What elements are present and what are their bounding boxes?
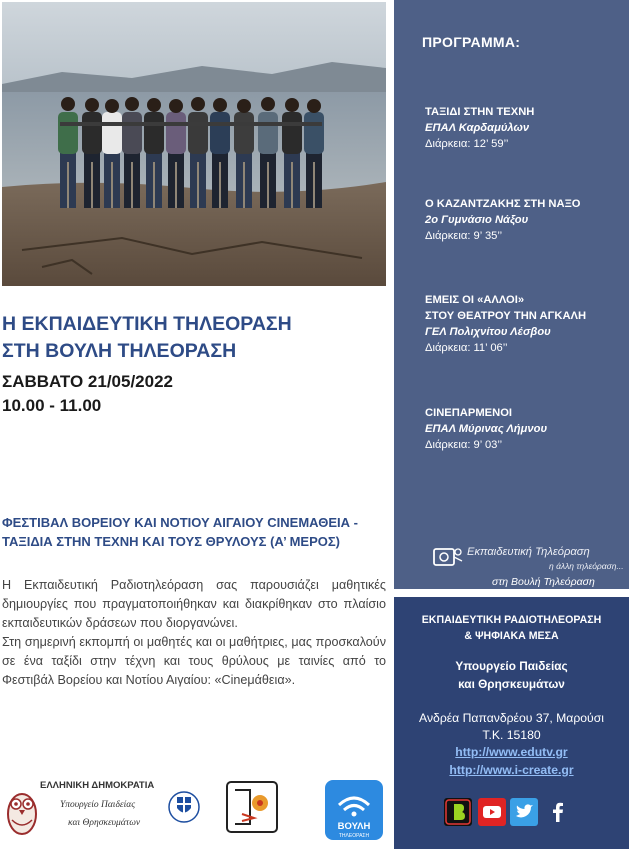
- edutv-link[interactable]: http://www.edutv.gr: [455, 745, 568, 759]
- program-item-title: Ο ΚΑΖΑΝΤΖΑΚΗΣ ΣΤΗ ΝΑΞΟ: [425, 198, 581, 210]
- program-panel: [394, 0, 629, 589]
- person-figure: [188, 97, 208, 208]
- face-logo-icon: [227, 782, 277, 832]
- person-figure: [102, 99, 122, 208]
- b-icon[interactable]: [444, 798, 472, 826]
- person-figure: [282, 98, 302, 208]
- vouli-label: ΒΟΥΛΗ: [337, 821, 371, 832]
- owl-logo-icon: [8, 794, 36, 834]
- festival-title-line-1: ΦΕΣΤΙΒΑΛ ΒΟΡΕΙΟΥ ΚΑΙ ΝΟΤΙΟΥ ΑΙΓΑΙΟΥ CINEΜΑΘΕΙΑ -: [2, 515, 358, 530]
- program-item-title: ΤΑΞΙΔΙ ΣΤΗΝ ΤΕΧΝΗ: [425, 106, 535, 118]
- person-figure: [304, 99, 324, 208]
- program-item-duration: Διάρκεια: 12’ 59’’: [425, 138, 509, 150]
- program-item-4: [425, 405, 625, 453]
- program-item-org: 2ο Γυμνάσιο Νάξου: [425, 214, 529, 226]
- edutv-logo-tagline: η άλλη τηλεόραση...: [549, 561, 624, 571]
- program-item-title-line-2: ΣΤΟΥ ΘΕΑΤΡΟΥ ΤΗΝ ΑΓΚΑΛΗ: [425, 310, 587, 322]
- broadcast-datetime: [2, 370, 173, 418]
- tv-camera-icon: [432, 543, 464, 573]
- program-item-duration: Διάρκεια: 9’ 03’’: [425, 439, 503, 451]
- page-title: [2, 311, 386, 365]
- contact-address-line-2: Τ.Κ. 15180: [482, 728, 541, 742]
- description: [2, 576, 386, 690]
- vouli-tv-logo-icon: [325, 780, 383, 840]
- broadcast-time: 10.00 - 11.00: [2, 396, 102, 415]
- contact-address-line-1: Ανδρέα Παπανδρέου 37, Μαρούσι: [419, 711, 604, 725]
- person-figure: [144, 98, 164, 208]
- greek-emblem-icon: [169, 792, 199, 822]
- program-item-duration: Διάρκεια: 11’ 06’’: [425, 342, 508, 354]
- contact-ministry: [394, 657, 629, 693]
- twitter-icon[interactable]: [510, 798, 538, 826]
- youtube-icon[interactable]: [478, 798, 506, 826]
- program-item-title: CINEΠΑΡΜΕΝΟΙ: [425, 407, 513, 419]
- person-figure: [210, 98, 230, 208]
- vouli-sublabel: ΤΗΛΕΟΡΑΣΗ: [338, 833, 370, 839]
- description-paragraph-1: Η Εκπαιδευτική Ραδιοτηλεόραση σας παρουσιάζει μαθητικές δημιουργίες που πραγματοποιήθηκαν και διακρίθηκαν στο πλαίσιο εκπαιδευτικών δράσεων που διοργανώνει.: [2, 578, 386, 630]
- program-item-2: [425, 196, 625, 244]
- program-item-title: ΕΜΕΙΣ ΟΙ «ΑΛΛΟΙ»: [425, 294, 525, 306]
- broadcast-date: ΣΑΒΒΑΤΟ 21/05/2022: [2, 372, 174, 391]
- person-figure: [166, 99, 186, 208]
- republic-label: ΕΛΛΗΝΙΚΗ ΔΗΜΟΚΡΑΤΙΑ: [40, 780, 155, 791]
- festival-title: [2, 513, 386, 551]
- facebook-icon[interactable]: [544, 798, 572, 826]
- description-paragraph-2: Στη σημερινή εκπομπή οι μαθητές και οι μαθήτριες, μας προσκαλούν σε ένα ταξίδι στην τέχνη και τους θρύλους με ταινίες από το Φεστιβάλ Βορείου και Νοτίου Αιγαίου: «Cineμάθεια».: [2, 635, 386, 687]
- ministry-label-line-2: και Θρησκευμάτων: [68, 818, 141, 828]
- person-figure: [234, 99, 254, 208]
- contact-heading-line-2: & ΨΗΦΙΑΚΑ ΜΕΣΑ: [464, 630, 559, 642]
- person-figure: [82, 98, 102, 208]
- program-item-duration: Διάρκεια: 9’ 35’’: [425, 230, 503, 242]
- program-item-org: ΕΠΑΛ Καρδαμύλων: [425, 122, 530, 134]
- program-item-org: ΕΠΑΛ Μύρινας Λήμνου: [425, 423, 548, 435]
- edutv-logo: [432, 541, 627, 589]
- ministry-label-line-1: Υπουργείο Παιδείας: [60, 800, 136, 810]
- title-line-1: Η ΕΚΠΑΙΔΕΥΤΙΚΗ ΤΗΛΕΟΡΑΣΗ: [2, 313, 292, 335]
- contact-panel: [394, 597, 629, 849]
- contact-ministry-line-2: και Θρησκευμάτων: [458, 677, 565, 691]
- icreate-link[interactable]: http://www.i-create.gr: [449, 763, 574, 777]
- person-figure: [122, 97, 142, 208]
- edutv-logo-footer: στη Βουλή Τηλεόραση: [492, 576, 595, 588]
- contact-heading: [394, 612, 629, 644]
- edutv-logo-title: Εκπαιδευτική Τηλεόραση: [467, 546, 590, 558]
- program-item-3: [425, 292, 625, 356]
- contact-heading-line-1: ΕΚΠΑΙΔΕΥΤΙΚΗ ΡΑΔΙΟΤΗΛΕΟΡΑΣΗ: [421, 614, 602, 626]
- program-item-1: [425, 104, 625, 152]
- title-line-2: ΣΤΗ ΒΟΥΛΗ ΤΗΛΕΟΡΑΣΗ: [2, 340, 237, 362]
- festival-title-line-2: ΤΑΞΙΔΙΑ ΣΤΗΝ ΤΕΧΝΗ ΚΑΙ ΤΟΥΣ ΘΡΥΛΟΥΣ (Α’ ΜΕΡΟΣ): [2, 534, 340, 549]
- logo-strip: [2, 774, 386, 844]
- program-heading: ΠΡΟΓΡΑΜΜΑ:: [422, 34, 521, 50]
- person-figure: [58, 97, 78, 208]
- contact-ministry-line-1: Υπουργείο Παιδείας: [455, 659, 568, 673]
- program-item-org: ΓΕΛ Πολιχνίτου Λέσβου: [425, 326, 551, 338]
- contact-address: [394, 710, 629, 744]
- group-photo: [2, 2, 386, 286]
- person-figure: [258, 97, 278, 208]
